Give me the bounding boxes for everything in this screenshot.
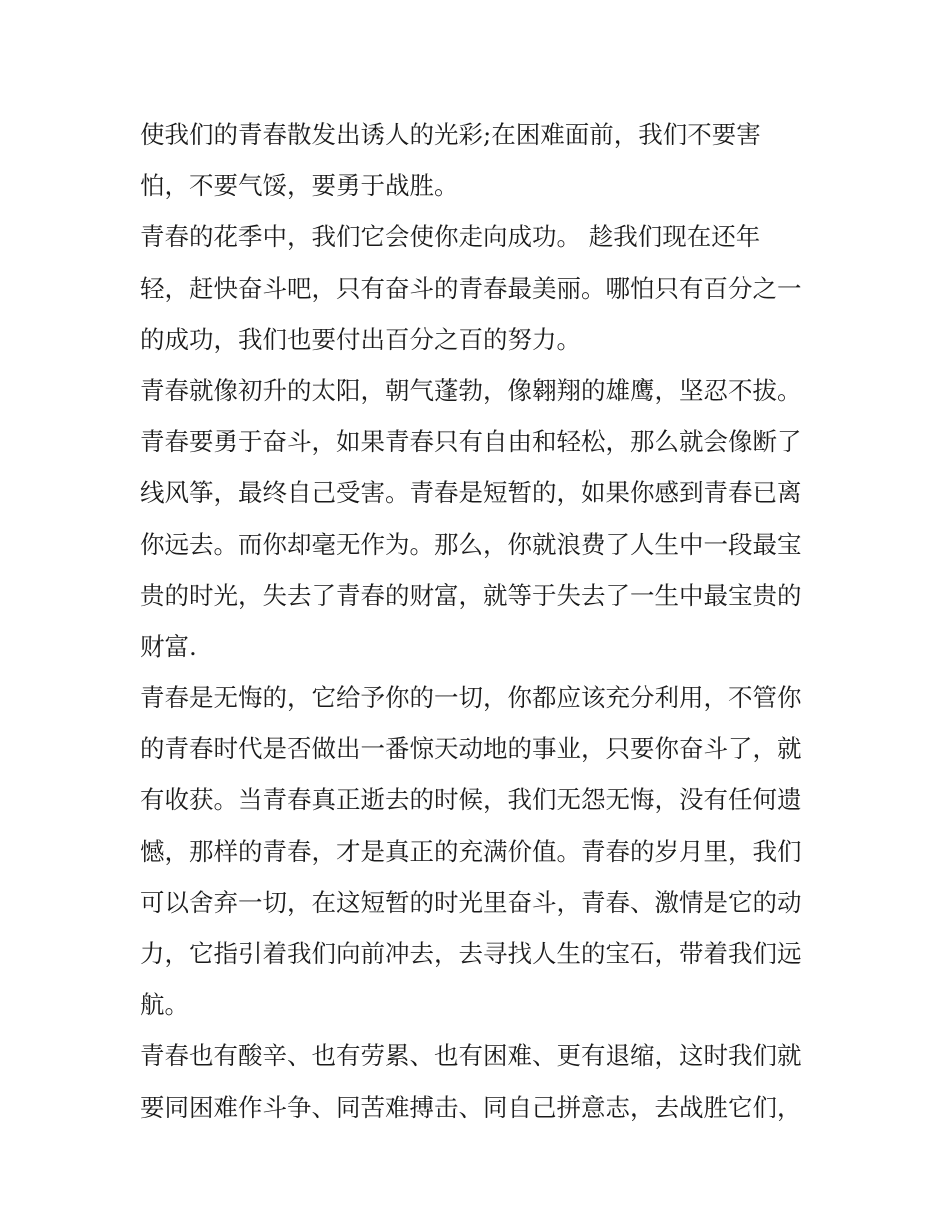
text-line: 青春的花季中，我们它会使你走向成功。 趁我们现在还年 bbox=[140, 222, 761, 252]
document-body bbox=[140, 109, 820, 1133]
text-line: 青春就像初升的太阳，朝气蓬勃，像翱翔的雄鹰，坚忍不拔。 bbox=[140, 375, 802, 405]
text-line: 使我们的青春散发出诱人的光彩;在困难面前，我们不要害 bbox=[140, 120, 761, 149]
text-line: 的成功，我们也要付出百分之百的努力。 bbox=[140, 324, 581, 354]
text-line: 青春是无悔的，它给予你的一切，你都应该充分利用，不管你 bbox=[140, 683, 802, 713]
text-line: 的青春时代是否做出一番惊天动地的事业，只要你奋斗了，就 bbox=[140, 734, 802, 764]
text-line: 线风筝，最终自己受害。青春是短暂的，如果你感到青春已离 bbox=[140, 478, 802, 508]
text-line: 要同困难作斗争、同苦难搏击、同自己拼意志，去战胜它们， bbox=[140, 1092, 802, 1122]
text-line: 憾，那样的青春，才是真正的充满价值。青春的岁月里，我们 bbox=[140, 836, 802, 866]
text-line: 航。 bbox=[140, 990, 189, 1020]
text-line: 力，它指引着我们向前冲去，去寻找人生的宝石，带着我们远 bbox=[140, 939, 802, 968]
text-line: 可以舍弃一切，在这短暂的时光里奋斗，青春、激情是它的动 bbox=[140, 887, 802, 917]
text-line: 你远去。而你却毫无作为。那么，你就浪费了人生中一段最宝 bbox=[140, 529, 802, 559]
text-line: 青春要勇于奋斗，如果青春只有自由和轻松，那么就会像断了 bbox=[140, 427, 802, 457]
text-line: 轻，赶快奋斗吧，只有奋斗的青春最美丽。哪怕只有百分之一 bbox=[140, 273, 802, 303]
text-line: 贵的时光，失去了青春的财富，就等于失去了一生中最宝贵的 bbox=[140, 580, 802, 610]
text-line: 怕，不要气馁，要勇于战胜。 bbox=[140, 171, 459, 201]
text-line: 有收获。当青春真正逝去的时候，我们无怨无悔，没有任何遗 bbox=[140, 785, 802, 815]
text-line: 青春也有酸辛、也有劳累、也有困难、更有退缩，这时我们就 bbox=[140, 1041, 802, 1071]
text-line: 财富. bbox=[140, 631, 197, 661]
